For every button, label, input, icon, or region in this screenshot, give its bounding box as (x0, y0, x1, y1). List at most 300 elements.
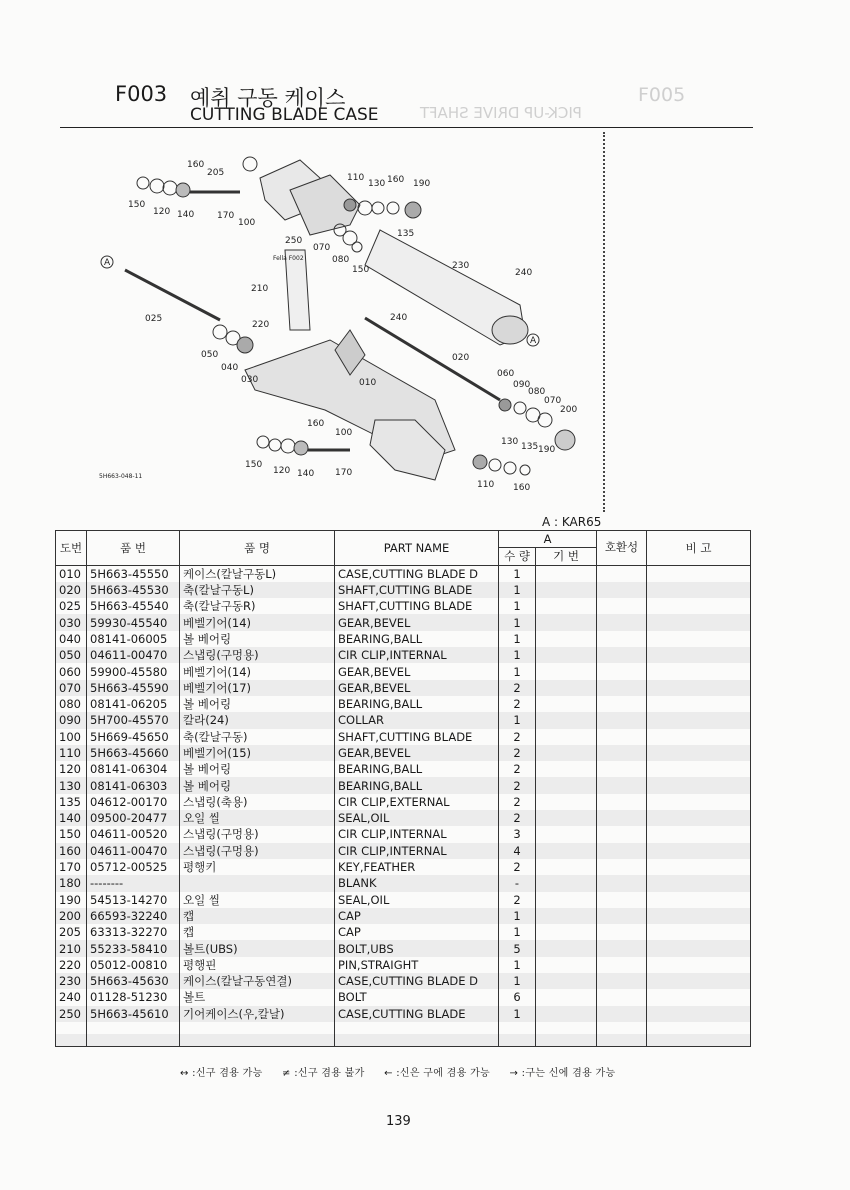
cell-interchange (597, 973, 647, 989)
cell-part-name: BEARING,BALL (335, 761, 499, 777)
callout: 190 (413, 179, 431, 189)
cell-remarks (647, 957, 751, 973)
table-row (56, 696, 751, 712)
empty-cell (180, 1034, 335, 1047)
cell-ref-no: 170 (56, 859, 87, 875)
cell-part-no: 5H663-45550 (87, 565, 180, 582)
cell-base (536, 826, 597, 842)
cell-name-ko: 캡 (180, 908, 335, 924)
cell-base (536, 680, 597, 696)
cell-ref-no: 150 (56, 826, 87, 842)
cell-part-no: 08141-06304 (87, 761, 180, 777)
cell-remarks (647, 875, 751, 891)
exploded-parts-diagram (95, 150, 605, 510)
callout: 020 (452, 353, 470, 363)
cell-ref-no: 110 (56, 745, 87, 761)
callout: 100 (335, 428, 353, 438)
cell-qty: 1 (499, 924, 536, 940)
cell-part-name: CAP (335, 908, 499, 924)
callout: 100 (238, 218, 256, 228)
cell-name-ko (180, 875, 335, 891)
cell-ref-no: 030 (56, 614, 87, 630)
callout: 160 (513, 483, 531, 493)
cell-name-ko: 베벨기어(14) (180, 614, 335, 630)
legend-item: ← :신은 구에 겸용 가능 (384, 1068, 491, 1079)
cell-name-ko: 베벨기어(17) (180, 680, 335, 696)
cell-name-ko: 베벨기어(14) (180, 663, 335, 679)
cell-interchange (597, 794, 647, 810)
cell-interchange (597, 924, 647, 940)
cell-qty: 1 (499, 565, 536, 582)
cell-name-ko: 스냅링(구멍용) (180, 826, 335, 842)
empty-cell (335, 1022, 499, 1034)
callout: 210 (251, 284, 269, 294)
cell-ref-no: 240 (56, 989, 87, 1005)
cell-part-no: 5H700-45570 (87, 712, 180, 728)
cell-remarks (647, 565, 751, 582)
cell-base (536, 810, 597, 826)
cell-ref-no: 160 (56, 843, 87, 859)
callout: 080 (332, 255, 350, 265)
cell-base (536, 777, 597, 793)
page-number: 139 (386, 1114, 411, 1129)
table-row (56, 875, 751, 891)
cell-interchange (597, 761, 647, 777)
cell-base (536, 582, 597, 598)
cell-remarks (647, 826, 751, 842)
ghost-title: PICK-UP DRIVE SHAFT (420, 104, 582, 122)
cell-part-no: 5H663-45660 (87, 745, 180, 761)
cell-qty: 2 (499, 794, 536, 810)
cell-name-ko: 오일 씰 (180, 810, 335, 826)
table-row (56, 777, 751, 793)
cell-qty: 1 (499, 582, 536, 598)
cell-base (536, 647, 597, 663)
empty-cell (499, 1034, 536, 1047)
page-title-korean: 예취 구동 케이스 (190, 86, 346, 110)
callout: 080 (528, 387, 546, 397)
callout: 130 (501, 437, 519, 447)
cell-part-no: 55233-58410 (87, 940, 180, 956)
cell-part-no: 08141-06303 (87, 777, 180, 793)
callout: 135 (521, 442, 539, 452)
cell-qty: 3 (499, 826, 536, 842)
table-row (56, 598, 751, 614)
callout: 170 (335, 468, 353, 478)
cell-ref-no: 070 (56, 680, 87, 696)
cell-remarks (647, 663, 751, 679)
empty-cell (647, 1022, 751, 1034)
cell-interchange (597, 729, 647, 745)
cell-ref-no: 100 (56, 729, 87, 745)
ghost-code: F005 (638, 84, 686, 106)
cell-remarks (647, 647, 751, 663)
cell-remarks (647, 908, 751, 924)
table-row (56, 1006, 751, 1022)
cell-part-no: 04611-00470 (87, 647, 180, 663)
cell-remarks (647, 810, 751, 826)
cell-name-ko: 스냅링(축용) (180, 794, 335, 810)
cell-name-ko: 볼트 (180, 989, 335, 1005)
cell-ref-no: 140 (56, 810, 87, 826)
callout: 150 (245, 460, 263, 470)
empty-row (56, 1034, 751, 1047)
cell-interchange (597, 745, 647, 761)
cell-ref-no: 200 (56, 908, 87, 924)
cell-interchange (597, 810, 647, 826)
parts-table (55, 530, 751, 1047)
cell-qty: 1 (499, 647, 536, 663)
cell-remarks (647, 745, 751, 761)
cell-part-name: GEAR,BEVEL (335, 745, 499, 761)
table-row (56, 647, 751, 663)
cell-ref-no: 135 (56, 794, 87, 810)
empty-cell (335, 1034, 499, 1047)
cell-qty: 2 (499, 892, 536, 908)
cell-part-no: 08141-06005 (87, 631, 180, 647)
empty-cell (180, 1022, 335, 1034)
cell-qty: 5 (499, 940, 536, 956)
cell-qty: 2 (499, 729, 536, 745)
cell-remarks (647, 940, 751, 956)
table-row (56, 826, 751, 842)
cell-interchange (597, 647, 647, 663)
cell-qty: 1 (499, 957, 536, 973)
table-row (56, 924, 751, 940)
cell-interchange (597, 940, 647, 956)
callout: 070 (544, 396, 562, 406)
cell-part-no: 08141-06205 (87, 696, 180, 712)
callout: 025 (145, 314, 163, 324)
cell-base (536, 989, 597, 1005)
cell-ref-no: 040 (56, 631, 87, 647)
image-ref: 5H663-048-11 (99, 473, 143, 480)
cell-qty: 2 (499, 761, 536, 777)
callout: 170 (217, 211, 235, 221)
cell-qty: 1 (499, 631, 536, 647)
callout: 220 (252, 320, 270, 330)
cell-base (536, 598, 597, 614)
callout: 250 (285, 236, 303, 246)
cell-name-ko: 축(칼날구동R) (180, 598, 335, 614)
cell-name-ko: 볼트(UBS) (180, 940, 335, 956)
table-row (56, 859, 751, 875)
cell-ref-no: 090 (56, 712, 87, 728)
cell-interchange (597, 565, 647, 582)
cell-ref-no: 130 (56, 777, 87, 793)
cell-base (536, 696, 597, 712)
table-row (56, 631, 751, 647)
cell-ref-no: 080 (56, 696, 87, 712)
table-row (56, 843, 751, 859)
cell-base (536, 859, 597, 875)
table-row (56, 973, 751, 989)
cell-qty: - (499, 875, 536, 891)
cell-qty: 2 (499, 810, 536, 826)
cell-interchange (597, 843, 647, 859)
cell-ref-no: 205 (56, 924, 87, 940)
cell-name-ko: 케이스(칼날구동L) (180, 565, 335, 582)
cell-qty: 1 (499, 663, 536, 679)
ref-label: A (530, 336, 537, 346)
cell-part-name: CIR CLIP,INTERNAL (335, 647, 499, 663)
cell-remarks (647, 598, 751, 614)
cell-base (536, 875, 597, 891)
cell-part-no: 63313-32270 (87, 924, 180, 940)
cell-part-no: 5H663-45540 (87, 598, 180, 614)
cell-part-name: GEAR,BEVEL (335, 680, 499, 696)
cell-name-ko: 칼라(24) (180, 712, 335, 728)
legend-item: → :구는 신에 겸용 가능 (509, 1068, 616, 1079)
table-row (56, 810, 751, 826)
cell-interchange (597, 875, 647, 891)
cell-base (536, 794, 597, 810)
table-row (56, 582, 751, 598)
cell-qty: 1 (499, 712, 536, 728)
cell-interchange (597, 859, 647, 875)
cell-qty: 2 (499, 777, 536, 793)
header-part-no: 품 번 (87, 531, 180, 566)
cell-ref-no: 180 (56, 875, 87, 891)
table-row (56, 729, 751, 745)
cell-part-no: 5H663-45610 (87, 1006, 180, 1022)
empty-cell (536, 1022, 597, 1034)
cell-part-name: CIR CLIP,EXTERNAL (335, 794, 499, 810)
cell-part-name: BEARING,BALL (335, 696, 499, 712)
cell-part-name: CASE,CUTTING BLADE D (335, 973, 499, 989)
cell-part-name: BOLT,UBS (335, 940, 499, 956)
cell-ref-no: 025 (56, 598, 87, 614)
cell-qty: 6 (499, 989, 536, 1005)
cell-part-name: CASE,CUTTING BLADE D (335, 565, 499, 582)
cell-part-no: -------- (87, 875, 180, 891)
header-base: 기 번 (536, 548, 597, 565)
cell-remarks (647, 794, 751, 810)
cell-part-no: 66593-32240 (87, 908, 180, 924)
cell-base (536, 1006, 597, 1022)
cell-remarks (647, 843, 751, 859)
ref-label: A (104, 258, 111, 268)
empty-cell (597, 1022, 647, 1034)
cell-part-name: CAP (335, 924, 499, 940)
cell-remarks (647, 777, 751, 793)
cell-interchange (597, 1006, 647, 1022)
callout: 150 (128, 200, 146, 210)
empty-cell (56, 1034, 87, 1047)
cell-part-name: SEAL,OIL (335, 892, 499, 908)
cell-qty: 2 (499, 680, 536, 696)
callout: 110 (477, 480, 495, 490)
empty-cell (56, 1022, 87, 1034)
cell-interchange (597, 826, 647, 842)
cell-qty: 2 (499, 859, 536, 875)
table-row (56, 794, 751, 810)
cell-ref-no: 060 (56, 663, 87, 679)
table-row (56, 614, 751, 630)
callout: 090 (513, 380, 531, 390)
cell-part-name: SEAL,OIL (335, 810, 499, 826)
cell-part-name: CASE,CUTTING BLADE (335, 1006, 499, 1022)
cell-ref-no: 190 (56, 892, 87, 908)
cell-base (536, 631, 597, 647)
callout: 190 (538, 445, 556, 455)
empty-cell (499, 1022, 536, 1034)
cell-part-name: BOLT (335, 989, 499, 1005)
cell-part-name: COLLAR (335, 712, 499, 728)
cell-name-ko: 베벨기어(15) (180, 745, 335, 761)
cell-part-name: SHAFT,CUTTING BLADE (335, 598, 499, 614)
empty-row (56, 1022, 751, 1034)
table-row (56, 663, 751, 679)
cell-part-no: 5H663-45590 (87, 680, 180, 696)
header-name-ko: 품 명 (180, 531, 335, 566)
cell-remarks (647, 924, 751, 940)
cell-part-name: CIR CLIP,INTERNAL (335, 843, 499, 859)
cell-part-no: 5H663-45630 (87, 973, 180, 989)
empty-cell (597, 1034, 647, 1047)
cell-base (536, 892, 597, 908)
cell-interchange (597, 712, 647, 728)
cell-part-name: CIR CLIP,INTERNAL (335, 826, 499, 842)
callout: 030 (241, 375, 259, 385)
page-title-english: CUTTING BLADE CASE (190, 105, 379, 125)
cell-ref-no: 210 (56, 940, 87, 956)
cell-name-ko: 축(칼날구동) (180, 729, 335, 745)
cell-base (536, 924, 597, 940)
compatibility-legend (180, 1064, 631, 1079)
cell-part-name: BEARING,BALL (335, 777, 499, 793)
cell-part-name: SHAFT,CUTTING BLADE (335, 582, 499, 598)
cell-remarks (647, 631, 751, 647)
legend-item: ≠ :신구 겸용 불가 (282, 1068, 365, 1079)
cell-name-ko: 오일 씰 (180, 892, 335, 908)
cell-remarks (647, 761, 751, 777)
empty-cell (87, 1034, 180, 1047)
cell-part-no: 05012-00810 (87, 957, 180, 973)
cell-interchange (597, 892, 647, 908)
diagram-svg (95, 150, 605, 510)
table-row (56, 745, 751, 761)
cell-remarks (647, 680, 751, 696)
callout: 110 (347, 173, 365, 183)
table-row (56, 957, 751, 973)
cell-base (536, 712, 597, 728)
empty-cell (87, 1022, 180, 1034)
cell-interchange (597, 663, 647, 679)
cell-part-name: SHAFT,CUTTING BLADE (335, 729, 499, 745)
cell-base (536, 940, 597, 956)
callout: 150 (352, 265, 370, 275)
cell-remarks (647, 892, 751, 908)
cell-name-ko: 기어케이스(우,칼날) (180, 1006, 335, 1022)
cell-name-ko: 스냅링(구멍용) (180, 843, 335, 859)
cell-ref-no: 230 (56, 973, 87, 989)
cell-part-name: GEAR,BEVEL (335, 663, 499, 679)
callout: 140 (297, 469, 315, 479)
cell-remarks (647, 614, 751, 630)
cell-interchange (597, 989, 647, 1005)
callout: 130 (368, 179, 386, 189)
callout: 060 (497, 369, 515, 379)
cell-name-ko: 스냅링(구멍용) (180, 647, 335, 663)
cell-part-no: 01128-51230 (87, 989, 180, 1005)
cell-ref-no: 250 (56, 1006, 87, 1022)
cell-part-name: BEARING,BALL (335, 631, 499, 647)
header-interchange: 호환성 (597, 531, 647, 566)
cell-base (536, 908, 597, 924)
cell-ref-no: 050 (56, 647, 87, 663)
callout: 240 (390, 313, 408, 323)
cell-part-no: 04611-00520 (87, 826, 180, 842)
cell-qty: 1 (499, 908, 536, 924)
cell-base (536, 957, 597, 973)
cell-interchange (597, 614, 647, 630)
cell-qty: 2 (499, 745, 536, 761)
table-row (56, 680, 751, 696)
header-qty: 수 량 (499, 548, 536, 565)
callout: 160 (307, 419, 325, 429)
table-row (56, 761, 751, 777)
callout: 140 (177, 210, 195, 220)
cell-qty: 4 (499, 843, 536, 859)
cell-part-no: 54513-14270 (87, 892, 180, 908)
cell-interchange (597, 582, 647, 598)
callout: 120 (153, 207, 171, 217)
callout: 010 (359, 378, 377, 388)
cell-ref-no: 120 (56, 761, 87, 777)
parts-table-body (56, 565, 751, 1046)
cell-interchange (597, 696, 647, 712)
cell-base (536, 663, 597, 679)
cell-remarks (647, 712, 751, 728)
cell-part-no: 04612-00170 (87, 794, 180, 810)
table-row (56, 565, 751, 582)
callout: 200 (560, 405, 578, 415)
table-row (56, 712, 751, 728)
cell-part-name: PIN,STRAIGHT (335, 957, 499, 973)
header-group-a: A (499, 531, 597, 548)
cell-remarks (647, 729, 751, 745)
cell-part-name: BLANK (335, 875, 499, 891)
cell-part-no: 59900-45580 (87, 663, 180, 679)
cell-qty: 1 (499, 973, 536, 989)
cell-name-ko: 볼 베어링 (180, 761, 335, 777)
cell-remarks (647, 582, 751, 598)
callout: 230 (452, 261, 470, 271)
header-remarks: 비 고 (647, 531, 751, 566)
cell-interchange (597, 908, 647, 924)
cell-base (536, 745, 597, 761)
cell-remarks (647, 989, 751, 1005)
cell-base (536, 729, 597, 745)
callout: 070 (313, 243, 331, 253)
cell-name-ko: 케이스(칼날구동연결) (180, 973, 335, 989)
legend-item: ↔ :신구 겸용 가능 (180, 1068, 263, 1079)
cell-remarks (647, 859, 751, 875)
cell-interchange (597, 957, 647, 973)
cell-interchange (597, 777, 647, 793)
cell-ref-no: 220 (56, 957, 87, 973)
cell-name-ko: 축(칼날구동L) (180, 582, 335, 598)
cell-qty: 1 (499, 614, 536, 630)
cell-part-name: KEY,FEATHER (335, 859, 499, 875)
header-part-name: PART NAME (335, 531, 499, 566)
cell-interchange (597, 631, 647, 647)
callout: 240 (515, 268, 533, 278)
cell-qty: 1 (499, 1006, 536, 1022)
cell-name-ko: 평행핀 (180, 957, 335, 973)
cell-remarks (647, 1006, 751, 1022)
